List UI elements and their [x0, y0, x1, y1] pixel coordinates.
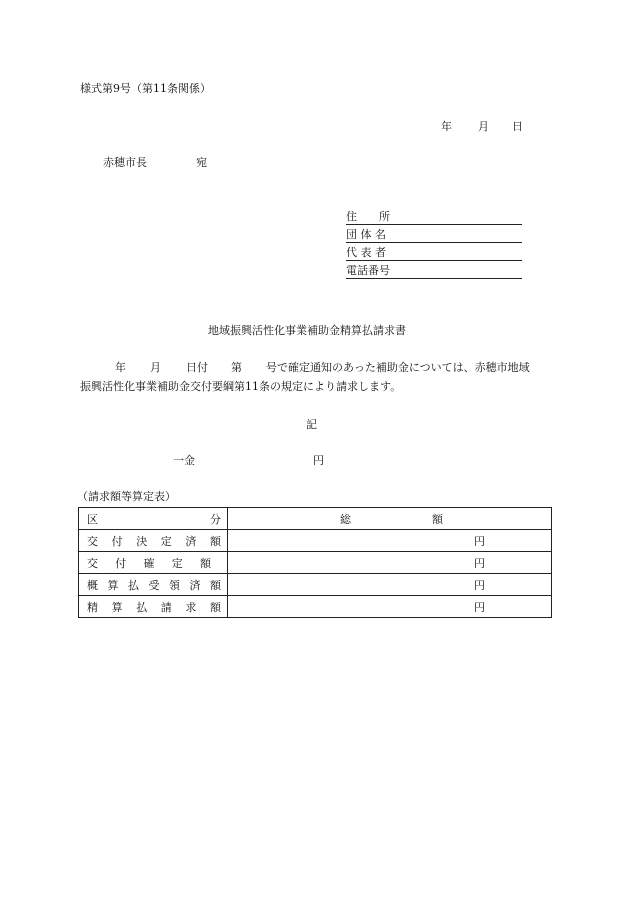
header-total	[228, 508, 552, 530]
date-year: 年	[441, 120, 452, 133]
label-char: 払	[136, 600, 148, 614]
body-year: 年	[115, 361, 126, 374]
table-header-row	[79, 508, 552, 530]
addressee-suffix: 宛	[196, 156, 207, 169]
label-char: 払	[128, 578, 139, 592]
header-category	[79, 508, 228, 530]
row-value-cell[interactable]	[228, 596, 552, 618]
body-day: 日付	[186, 361, 208, 374]
ki-marker: 記	[306, 418, 317, 431]
label-char: 額	[209, 600, 221, 614]
label-char: 定	[160, 534, 172, 548]
row-label	[79, 574, 228, 596]
label-char: 額	[209, 534, 221, 548]
label-char: 算	[107, 578, 119, 592]
label-char: 額	[210, 578, 221, 592]
label-char: 決	[136, 534, 148, 548]
row-label	[79, 530, 228, 552]
label-char: 定	[171, 556, 183, 570]
table-row	[79, 574, 552, 596]
label-char: 付	[115, 556, 127, 570]
row-unit: 円	[474, 556, 485, 570]
phone-field[interactable]	[346, 264, 522, 279]
body-month: 月	[150, 361, 161, 374]
label-char: 額	[200, 556, 211, 570]
amount-prefix: 一金	[173, 454, 195, 467]
table-caption: （請求額等算定表）	[77, 490, 176, 503]
label-char: 請	[160, 600, 172, 614]
label-char: 概	[87, 578, 98, 592]
label-char: 領	[169, 578, 180, 592]
group-name-field[interactable]	[346, 228, 522, 243]
row-label	[79, 552, 228, 574]
label-char: 交	[87, 534, 98, 548]
form-number: 様式第9号（第11条関係）	[80, 82, 211, 95]
date-day: 日	[512, 120, 523, 133]
address-label: 住 所	[346, 210, 390, 223]
addressee-name: 赤穂市長	[103, 156, 147, 169]
label-char: 受	[148, 578, 160, 592]
calculation-table	[78, 507, 552, 618]
row-value-cell[interactable]	[228, 552, 552, 574]
header-total-2: 額	[432, 512, 443, 526]
body-line1-rest: 号で確定通知のあった補助金については、赤穂市地域	[266, 361, 530, 374]
header-total-1: 総	[340, 512, 351, 526]
body-line2: 振興活性化事業補助金交付要綱第11条の規定により請求します。	[80, 380, 402, 393]
label-char: 済	[189, 578, 201, 592]
label-char: 算	[111, 600, 123, 614]
label-char: 交	[87, 556, 98, 570]
representative-field[interactable]	[346, 246, 522, 261]
row-unit: 円	[474, 600, 485, 614]
representative-label: 代 表 者	[346, 246, 386, 259]
row-value-cell[interactable]	[228, 574, 552, 596]
row-label-text	[87, 555, 221, 571]
phone-label: 電話番号	[346, 264, 390, 277]
row-label	[79, 596, 228, 618]
header-category-2: 分	[210, 512, 221, 526]
row-value-cell[interactable]	[228, 530, 552, 552]
document-title: 地域振興活性化事業補助金精算払請求書	[208, 324, 406, 337]
row-label-text	[87, 577, 221, 593]
body-number-prefix: 第	[231, 361, 242, 374]
label-char: 求	[185, 600, 197, 614]
group-name-label: 団 体 名	[346, 228, 386, 241]
row-unit: 円	[474, 578, 485, 592]
amount-unit: 円	[313, 454, 324, 467]
label-char: 精	[87, 600, 98, 614]
label-char: 確	[143, 556, 155, 570]
table-row	[79, 552, 552, 574]
address-field[interactable]	[346, 210, 522, 225]
row-unit: 円	[474, 534, 485, 548]
table-row	[79, 530, 552, 552]
row-label-text	[87, 533, 221, 549]
date-month: 月	[478, 120, 489, 133]
table-row	[79, 596, 552, 618]
label-char: 済	[185, 534, 197, 548]
header-category-1: 区	[87, 512, 98, 526]
label-char: 付	[111, 534, 123, 548]
row-label-text	[87, 599, 221, 615]
